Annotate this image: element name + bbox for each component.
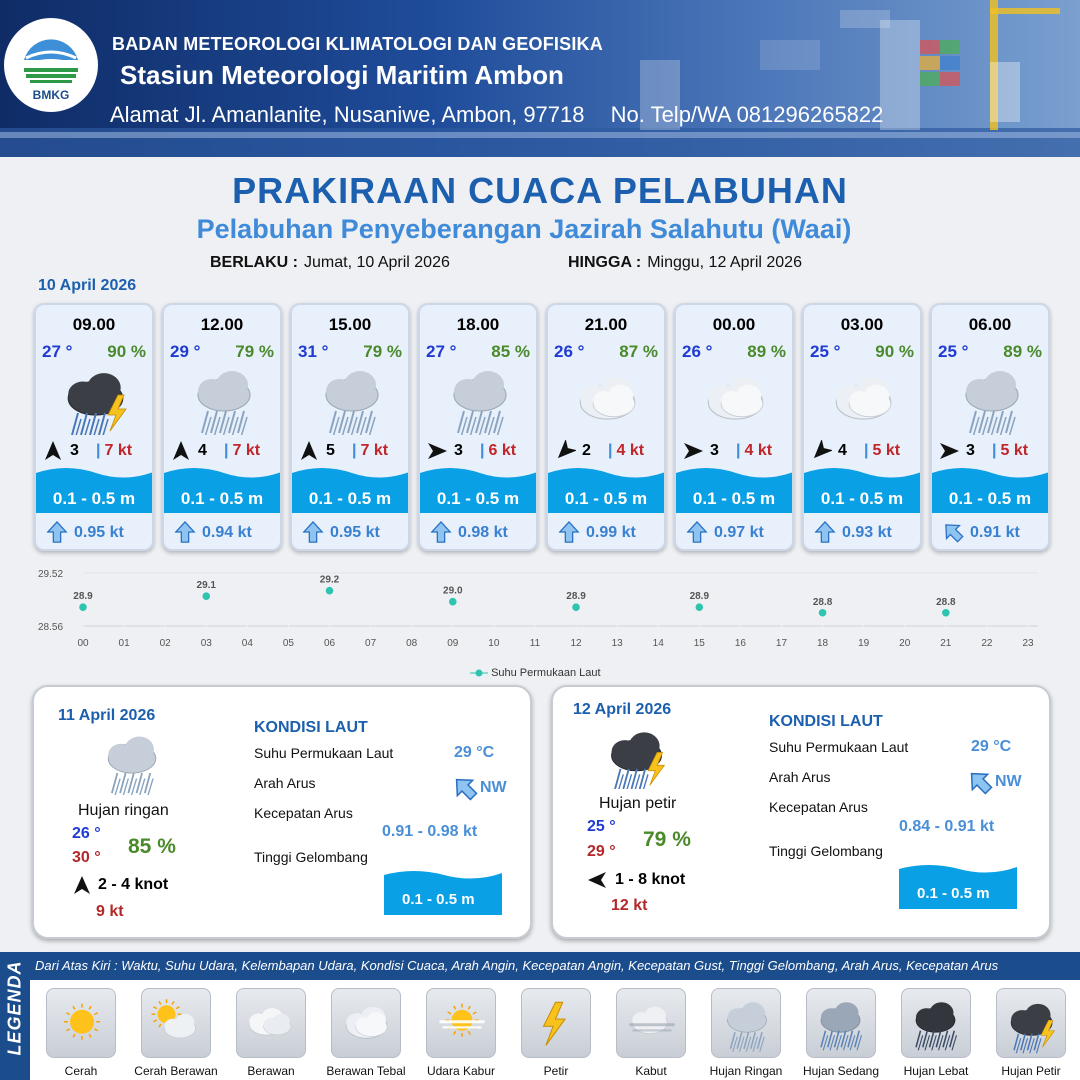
- card-weather-icon: [179, 365, 269, 435]
- card-current-speed: 0.98 kt: [458, 524, 508, 541]
- separator: |: [96, 442, 101, 459]
- card-gust: [608, 442, 644, 460]
- card-gust: [992, 442, 1028, 460]
- forecast-card: [674, 303, 794, 551]
- legend-item: [236, 988, 306, 1058]
- card-current-speed: 0.97 kt: [714, 524, 764, 541]
- haze-icon: [432, 994, 492, 1054]
- card-time: 06.00: [968, 315, 1012, 334]
- x-tick-label: 11: [529, 638, 541, 649]
- card-humidity: 85 %: [491, 342, 530, 361]
- legend-item-label: Hujan Sedang: [802, 1064, 880, 1078]
- wind-direction-icon: [682, 440, 704, 462]
- card-gust-value: 7 kt: [232, 442, 261, 459]
- thick-cloud-icon: [337, 994, 397, 1054]
- legend-item: [901, 988, 971, 1058]
- card-wind-speed: 3: [454, 442, 463, 459]
- legend-item: [141, 988, 211, 1058]
- card-current-speed: 0.93 kt: [842, 524, 892, 541]
- data-point: [326, 587, 334, 595]
- data-point: [449, 598, 457, 606]
- day-panel-1: [32, 685, 532, 939]
- data-point: [202, 592, 210, 600]
- current-dir-label: Arah Arus: [769, 769, 831, 785]
- legend-item: [711, 988, 781, 1058]
- data-point: [819, 609, 827, 617]
- wind-direction-icon: [72, 875, 92, 895]
- lightning-icon: [527, 994, 587, 1054]
- light-rain-icon: [92, 731, 172, 795]
- card-weather-icon: [307, 365, 397, 435]
- card-temperature: 26 °: [554, 342, 585, 361]
- x-tick-label: 04: [241, 638, 253, 649]
- x-tick-label: 23: [1022, 638, 1034, 649]
- data-point: [696, 603, 704, 611]
- data-point: [942, 609, 950, 617]
- wind-direction-icon: [587, 870, 607, 890]
- card-gust-value: 6 kt: [488, 442, 517, 459]
- card-humidity: 79 %: [363, 342, 402, 361]
- separator: |: [224, 442, 229, 459]
- current-direction-icon: [967, 769, 993, 795]
- current-speed-value: 0.91 - 0.98 kt: [382, 823, 478, 840]
- current-direction-icon: [430, 520, 452, 544]
- card-humidity: 90 %: [107, 342, 146, 361]
- x-tick-label: 06: [323, 638, 336, 649]
- agency-name: BADAN METEOROLOGI KLIMATOLOGI DAN GEOFISIKA: [112, 34, 603, 54]
- x-tick-label: 16: [734, 638, 746, 649]
- current-dir-label: Arah Arus: [254, 775, 316, 791]
- thick-cloud-icon: [691, 365, 781, 435]
- y-tick-label: 29.52: [38, 569, 64, 580]
- page-subtitle: Pelabuhan Penyeberangan Jazirah Salahutu (Waai): [196, 214, 852, 244]
- card-wave-height: 0.1 - 0.5 m: [948, 489, 1032, 508]
- x-tick-label: 22: [981, 638, 993, 649]
- heavy-rain-icon: [907, 994, 967, 1054]
- legend-item: [996, 988, 1066, 1058]
- legend-description: Dari Atas Kiri : Waktu, Suhu Udara, Kelembapan Udara, Kondisi Cuaca, Arah Angin, Kecepatan Angin, Kecepatan Gust, Tinggi Gelombang, Arah Arus, Kecepatan Arus: [30, 952, 1080, 980]
- card-gust-value: 5 kt: [872, 442, 901, 459]
- legend-item-label: Kabut: [635, 1064, 667, 1078]
- legend-marker: [470, 668, 488, 678]
- thick-cloud-icon: [819, 365, 909, 435]
- current-direction-icon: [814, 520, 836, 544]
- thunderstorm-icon: [597, 725, 677, 789]
- valid-to-value: Minggu, 12 April 2026: [647, 254, 802, 271]
- station-address: Alamat Jl. Amanlanite, Nusaniwe, Ambon, 97718: [110, 102, 585, 127]
- x-tick-label: 21: [940, 638, 952, 649]
- card-humidity: 87 %: [619, 342, 658, 361]
- day-weather-icon: [597, 725, 677, 789]
- station-phone: No. Telp/WA 081296265822: [610, 102, 884, 127]
- wave-value: 0.1 - 0.5 m: [402, 891, 475, 908]
- thick-cloud-icon: [563, 365, 653, 435]
- day-temp-min: 26 °: [72, 825, 101, 842]
- legend-side-label: [0, 952, 30, 1080]
- legend-item-label: Cerah: [64, 1064, 98, 1078]
- separator: |: [480, 442, 485, 459]
- thunderstorm-icon: [51, 365, 141, 435]
- card-current-speed: 0.91 kt: [970, 524, 1020, 541]
- sst-value: 29 °C: [454, 744, 495, 761]
- wave-label: Tinggi Gelombang: [769, 843, 883, 859]
- legend-item-label: Berawan Tebal: [326, 1064, 406, 1078]
- card-temperature: 31 °: [298, 342, 329, 361]
- separator: |: [992, 442, 997, 459]
- day-panel-2: [551, 685, 1051, 939]
- logo-text: BMKG: [32, 88, 70, 102]
- sea-condition-title: KONDISI LAUT: [254, 719, 368, 736]
- current-speed-label: Kecepatan Arus: [769, 799, 868, 815]
- current-direction-icon: [942, 520, 964, 544]
- card-gust: [96, 442, 132, 460]
- card-current-speed: 0.99 kt: [586, 524, 636, 541]
- fog-icon: [622, 994, 682, 1054]
- chart-legend: [470, 667, 601, 679]
- forecast-card: [418, 303, 538, 551]
- card-time: 18.00: [456, 315, 500, 334]
- card-gust-value: 7 kt: [360, 442, 389, 459]
- forecast-card: [162, 303, 282, 551]
- sst-label: Suhu Permukaan Laut: [254, 745, 394, 761]
- x-tick-label: 00: [77, 638, 89, 649]
- card-wave-height: 0.1 - 0.5 m: [564, 489, 648, 508]
- legend-item: [331, 988, 401, 1058]
- legend-item-label: Hujan Petir: [1001, 1064, 1061, 1078]
- sst-label: Suhu Permukaan Laut: [769, 739, 909, 755]
- day-humidity: 79 %: [643, 828, 691, 851]
- data-label: 29.1: [196, 580, 216, 592]
- card-time: 12.00: [200, 315, 244, 334]
- current-direction-icon: [174, 520, 196, 544]
- legend-item-label: Hujan Ringan: [709, 1064, 783, 1078]
- card-wave-height: 0.1 - 0.5 m: [820, 489, 904, 508]
- x-tick-label: 14: [652, 638, 664, 649]
- card-wave-height: 0.1 - 0.5 m: [308, 489, 392, 508]
- valid-to: [568, 254, 802, 272]
- card-temperature: 27 °: [426, 342, 457, 361]
- card-time: 09.00: [72, 315, 116, 334]
- legend-item-label: Hujan Lebat: [903, 1064, 969, 1078]
- day-weather-desc: Hujan petir: [599, 795, 677, 812]
- y-tick-label: 28.56: [38, 622, 64, 633]
- sun-icon: [52, 994, 112, 1054]
- card-wave-height: 0.1 - 0.5 m: [692, 489, 776, 508]
- legend-item: [521, 988, 591, 1058]
- card-weather-icon: [819, 365, 909, 435]
- x-tick-label: 08: [406, 638, 418, 649]
- separator: |: [608, 442, 613, 459]
- card-gust: [864, 442, 900, 460]
- sst-value: 29 °C: [971, 738, 1012, 755]
- x-tick-label: 02: [159, 638, 171, 649]
- x-tick-label: 13: [611, 638, 623, 649]
- current-dir-value: NW: [995, 773, 1022, 790]
- card-gust-value: 5 kt: [1000, 442, 1029, 459]
- day-wind-speed: 2 - 4 knot: [98, 876, 169, 893]
- day-date: 12 April 2026: [573, 701, 672, 718]
- day-humidity: 85 %: [128, 835, 176, 858]
- forecast-date: 10 April 2026: [38, 277, 137, 294]
- legend-item-label: Petir: [543, 1064, 569, 1078]
- separator: |: [736, 442, 741, 459]
- sea-condition-title: KONDISI LAUT: [769, 713, 883, 730]
- wind-direction-icon: [938, 440, 960, 462]
- data-label: 28.9: [689, 591, 710, 603]
- card-humidity: 89 %: [1003, 342, 1042, 361]
- legend-item-label: Udara Kabur: [426, 1064, 496, 1078]
- x-tick-label: 07: [365, 638, 377, 649]
- data-point: [572, 603, 580, 611]
- x-tick-label: 09: [447, 638, 459, 649]
- light-rain-icon: [947, 365, 1037, 435]
- wind-direction-icon: [170, 440, 192, 462]
- card-gust: [480, 442, 516, 460]
- valid-from-label: BERLAKU :: [210, 254, 298, 271]
- moderate-rain-icon: [812, 994, 872, 1054]
- data-label: 29.2: [319, 574, 340, 586]
- card-wave-height: 0.1 - 0.5 m: [436, 489, 520, 508]
- legend-item: [806, 988, 876, 1058]
- current-speed-label: Kecepatan Arus: [254, 805, 353, 821]
- card-time: 21.00: [584, 315, 628, 334]
- x-tick-label: 18: [817, 638, 829, 649]
- x-tick-label: 05: [282, 638, 294, 649]
- card-temperature: 25 °: [810, 342, 841, 361]
- card-current-speed: 0.95 kt: [74, 524, 124, 541]
- x-tick-label: 17: [775, 638, 788, 649]
- separator: |: [352, 442, 357, 459]
- card-current-speed: 0.94 kt: [202, 524, 252, 541]
- wind-direction-icon: [426, 440, 448, 462]
- card-time: 00.00: [712, 315, 756, 334]
- card-current-speed: 0.95 kt: [330, 524, 380, 541]
- current-direction-icon: [558, 520, 580, 544]
- forecast-card: [802, 303, 922, 551]
- light-rain-icon: [179, 365, 269, 435]
- day-temp-max: 29 °: [587, 843, 616, 860]
- current-direction-icon: [452, 775, 478, 801]
- station-name: Stasiun Meteorologi Maritim Ambon: [120, 60, 564, 90]
- card-gust: [224, 442, 260, 460]
- card-weather-icon: [691, 365, 781, 435]
- x-tick-label: 10: [488, 638, 500, 649]
- cloudy-icon: [242, 994, 302, 1054]
- valid-from-value: Jumat, 10 April 2026: [304, 254, 450, 271]
- card-weather-icon: [51, 365, 141, 435]
- card-temperature: 26 °: [682, 342, 713, 361]
- card-gust-value: 4 kt: [744, 442, 773, 459]
- wind-direction-icon: [298, 440, 320, 462]
- light-rain-icon: [307, 365, 397, 435]
- legend-item: [426, 988, 496, 1058]
- card-wind-speed: 3: [966, 442, 975, 459]
- current-dir-value: NW: [480, 779, 507, 796]
- data-label: 28.8: [936, 596, 956, 608]
- wind-direction-icon: [42, 440, 64, 462]
- wave-label: Tinggi Gelombang: [254, 849, 368, 865]
- card-time: 03.00: [840, 315, 884, 334]
- card-temperature: 27 °: [42, 342, 73, 361]
- card-gust: [736, 442, 772, 460]
- current-direction-icon: [46, 520, 68, 544]
- legend-item-label: Berawan: [247, 1064, 295, 1078]
- card-humidity: 79 %: [235, 342, 274, 361]
- legend-title: LEGENDA: [4, 960, 25, 1056]
- data-point: [79, 603, 87, 611]
- day-gust: 12 kt: [611, 897, 648, 914]
- wind-direction-icon: [554, 440, 576, 462]
- card-wave-height: 0.1 - 0.5 m: [52, 489, 136, 508]
- legend-item: [46, 988, 116, 1058]
- legend-label: Suhu Permukaan Laut: [491, 667, 601, 679]
- day-wind-speed: 1 - 8 knot: [615, 871, 686, 888]
- x-tick-label: 03: [200, 638, 212, 649]
- card-weather-icon: [947, 365, 1037, 435]
- separator: |: [864, 442, 869, 459]
- day-date: 11 April 2026: [58, 707, 156, 724]
- data-label: 28.9: [73, 591, 93, 603]
- card-wind-speed: 2: [582, 442, 591, 459]
- bmkg-logo: [4, 18, 98, 112]
- sun-cloud-icon: [147, 994, 207, 1054]
- data-label: 29.0: [443, 585, 463, 597]
- card-wind-speed: 5: [326, 442, 335, 459]
- card-wind-speed: 4: [838, 442, 847, 459]
- card-wind-speed: 4: [198, 442, 207, 459]
- day-weather-icon: [92, 731, 172, 795]
- x-tick-label: 12: [570, 638, 582, 649]
- card-humidity: 89 %: [747, 342, 786, 361]
- current-direction-icon: [686, 520, 708, 544]
- forecast-card: [290, 303, 410, 551]
- wave-value: 0.1 - 0.5 m: [917, 885, 990, 902]
- card-weather-icon: [563, 365, 653, 435]
- card-wind-speed: 3: [710, 442, 719, 459]
- forecast-card: [546, 303, 666, 551]
- data-label: 28.9: [566, 591, 586, 603]
- sea-surface-temperature-chart: [30, 562, 1050, 662]
- page-title: PRAKIRAAN CUACA PELABUHAN: [232, 170, 848, 211]
- station-contact: [110, 102, 903, 128]
- card-gust: [352, 442, 388, 460]
- current-speed-value: 0.84 - 0.91 kt: [899, 818, 995, 835]
- x-tick-label: 19: [858, 638, 870, 649]
- valid-from: [210, 254, 450, 272]
- x-tick-label: 15: [693, 638, 705, 649]
- card-gust-value: 7 kt: [104, 442, 133, 459]
- legend-item: [616, 988, 686, 1058]
- day-weather-desc: Hujan ringan: [78, 802, 169, 819]
- card-temperature: 29 °: [170, 342, 201, 361]
- card-time: 15.00: [328, 315, 372, 334]
- forecast-card: [34, 303, 154, 551]
- day-temp-max: 30 °: [72, 849, 101, 866]
- card-wave-height: 0.1 - 0.5 m: [180, 489, 264, 508]
- card-temperature: 25 °: [938, 342, 969, 361]
- card-weather-icon: [435, 365, 525, 435]
- current-direction-icon: [302, 520, 324, 544]
- wind-direction-icon: [810, 440, 832, 462]
- forecast-card: [930, 303, 1050, 551]
- x-tick-label: 20: [899, 638, 911, 649]
- card-gust-value: 4 kt: [616, 442, 645, 459]
- data-label: 28.8: [812, 596, 833, 608]
- thunderstorm-icon: [1002, 994, 1062, 1054]
- legend-item-label: Cerah Berawan: [134, 1064, 218, 1078]
- day-gust: 9 kt: [96, 903, 124, 920]
- valid-to-label: HINGGA :: [568, 254, 642, 271]
- light-rain-icon: [717, 994, 777, 1054]
- day-temp-min: 25 °: [587, 818, 616, 835]
- header-banner: [0, 0, 1080, 157]
- light-rain-icon: [435, 365, 525, 435]
- card-wind-speed: 3: [70, 442, 79, 459]
- card-humidity: 90 %: [875, 342, 914, 361]
- x-tick-label: 01: [118, 638, 130, 649]
